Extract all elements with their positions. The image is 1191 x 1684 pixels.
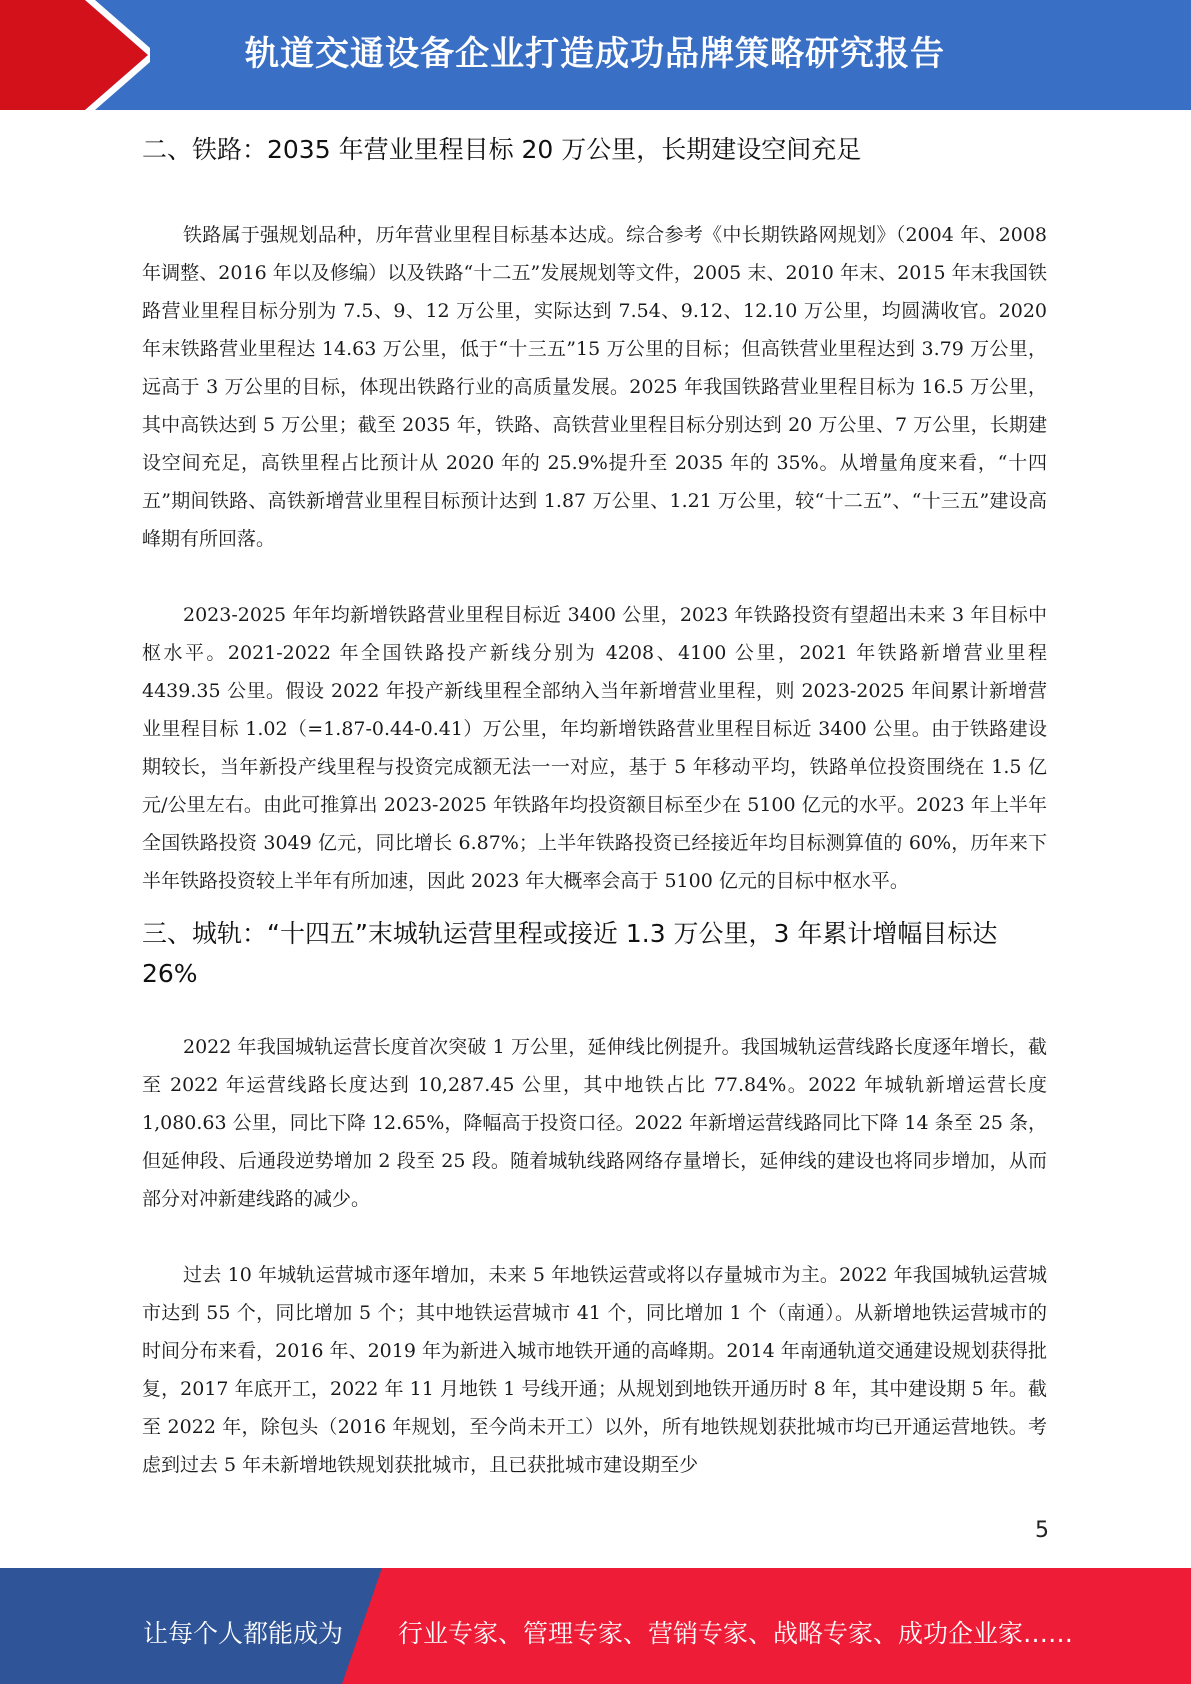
header-arrow-logo (0, 0, 150, 110)
page-number: 5 (1035, 1518, 1049, 1543)
paragraph: 2022 年我国城轨运营长度首次突破 1 万公里，延伸线比例提升。我国城轨运营线路长度逐年增长，截至 2022 年运营线路长度达到 10,287.45 公里，其中地铁占比 77.84%。2022 年城轨新增运营长度 1,080.63 公里，同比下降 12.65%，降幅高于投资口径。2022 年新增运营线路同比下降 14 条至 25 条，但延伸段、后通段逆势增加 2 段至 25 段。随着城轨线路网络存量增长，延伸线的建设也将同步增加，从而部分对冲新建线路的减少。 (142, 1036, 1047, 1210)
report-title: 轨道交通设备企业打造成功品牌策略研究报告 (245, 34, 945, 74)
section-heading-urban-rail: 三、城轨：“十四五”末城轨运营里程或接近 1.3 万公里，3 年累计增幅目标达 26% (142, 919, 998, 988)
paragraph: 过去 10 年城轨运营城市逐年增加，未来 5 年地铁运营或将以存量城市为主。2022 年我国城轨运营城市达到 55 个，同比增加 5 个；其中地铁运营城市 41 个，同比增加 1 个（南通）。从新增地铁运营城市的时间分布来看，2016 年、2019 年为新进入城市地铁开通的高峰期。2014 年南通轨道交通建设规划获得批复，2017 年底开工，2022 年 11 月地铁 1 号线开通；从规划到地铁开通历时 8 年，其中建设期 5 年。截至 2022 年，除包头（2016 年规划，至今尚未开工）以外，所有地铁规划获批城市均已开通运营地铁。考虑到过去 5 年未新增地铁规划获批城市，且已获批城市建设期至少 (142, 1264, 1047, 1476)
section-heading-railway: 二、铁路：2035 年营业里程目标 20 万公里，长期建设空间充足 (142, 135, 862, 164)
paragraph: 2023-2025 年年均新增铁路营业里程目标近 3400 公里，2023 年铁路投资有望超出未来 3 年目标中枢水平。2021-2022 年全国铁路投产新线分别为 4208、4100 公里，2021 年铁路新增营业里程 4439.35 公里。假设 2022 年投产新线里程全部纳入当年新增营业里程，则 2023-2025 年间累计新增营业里程目标 1.02（=1.87-0.44-0.41）万公里，年均新增铁路营业里程目标近 3400 公里。由于铁路建设期较长，当年新投产线里程与投资完成额无法一一对应，基于 5 年移动平均，铁路单位投资围绕在 1.5 亿元/公里左右。由此可推算出 2023-2025 年铁路年均投资额目标至少在 5100 亿元的水平。2023 年上半年全国铁路投资 3049 亿元，同比增长 6.87%；上半年铁路投资已经接近年均目标测算值的 60%，历年来下半年铁路投资较上半年有所加速，因此 2023 年大概率会高于 5100 亿元的目标中枢水平。 (142, 604, 1047, 892)
paragraph: 铁路属于强规划品种，历年营业里程目标基本达成。综合参考《中长期铁路网规划》（2004 年、2008 年调整、2016 年以及修编）以及铁路“十二五”发展规划等文件，2005 末、2010 年末、2015 年末我国铁路营业里程目标分别为 7.5、9、12 万公里，实际达到 7.54、9.12、12.10 万公里，均圆满收官。2020 年末铁路营业里程达 14.63 万公里，低于“十三五”15 万公里的目标；但高铁营业里程达到 3.79 万公里，远高于 3 万公里的目标，体现出铁路行业的高质量发展。2025 年我国铁路营业里程目标为 16.5 万公里，其中高铁达到 5 万公里；截至 2035 年，铁路、高铁营业里程目标分别达到 20 万公里、7 万公里，长期建设空间充足，高铁里程占比预计从 2020 年的 25.9%提升至 2035 年的 35%。从增量角度来看，“十四五”期间铁路、高铁新增营业里程目标预计达到 1.87 万公里、1.21 万公里，较“十二五”、“十三五”建设高峰期有所回落。 (142, 224, 1047, 550)
footer-slogan-right: 行业专家、管理专家、营销专家、战略专家、成功企业家…… (398, 1619, 1074, 1648)
footer-slogan-left: 让每个人都能成为 (143, 1619, 344, 1648)
header-arrow-red (0, 0, 148, 110)
main-content (142, 130, 1047, 1484)
footer-banner (0, 1568, 1191, 1684)
